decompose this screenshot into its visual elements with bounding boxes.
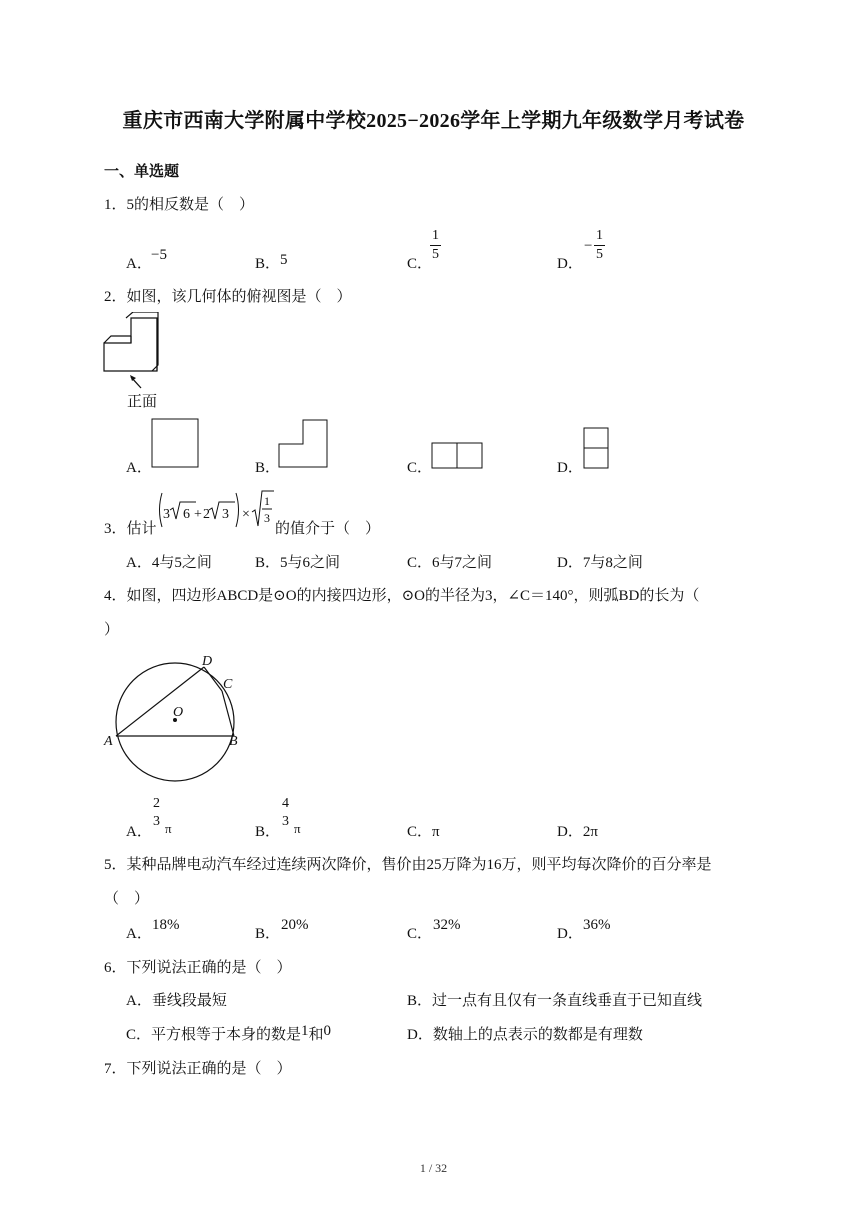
point-c-label: C	[223, 677, 233, 692]
q4-option-b-fraction: 4 3	[282, 796, 289, 829]
page-number: 1 / 32	[419, 1161, 448, 1175]
question-5-line-2: （ ）	[104, 891, 150, 907]
q2-option-d-figure	[583, 427, 611, 471]
q2-option-a-figure	[151, 418, 201, 470]
q5-option-d-value: 36%	[583, 917, 611, 933]
question-3-suffix: 的值介于（ ）	[275, 521, 381, 537]
q5-option-d-label: D．	[557, 926, 583, 942]
q2-option-b-label: B．	[255, 460, 281, 476]
question-4-line-1: 4．如图，四边形ABCD是⊙O的内接四边形，⊙O的半径为3，∠C＝140°，则弧BD的长为（	[104, 588, 700, 604]
svg-text:+: +	[194, 507, 202, 522]
q1-option-b-value: 5	[280, 252, 288, 268]
q6-option-d: D．数轴上的点表示的数都是有理数	[407, 1027, 643, 1043]
q4-option-b-pi: π	[294, 821, 301, 836]
question-4-line-2: ）	[104, 622, 120, 638]
q3-option-b: B．5与6之间	[255, 555, 341, 571]
q5-option-b-value: 20%	[281, 917, 309, 933]
q4-circle-figure	[100, 650, 250, 782]
q3-option-d: D．7与8之间	[557, 555, 643, 571]
q6-option-c: C．平方根等于本身的数是1和0	[126, 1023, 332, 1043]
q1-option-b-label: B．	[255, 256, 281, 272]
q3-expression	[156, 488, 274, 534]
q3-option-a: A．4与5之间	[126, 555, 212, 571]
question-5-line-1: 5．某种品牌电动汽车经过连续两次降价，售价由25万降为16万，则平均每次降价的百分率是	[104, 857, 712, 873]
q5-option-a-label: A．	[126, 926, 152, 942]
q3-option-c: C．6与7之间	[407, 555, 493, 571]
q2-front-label: 正面	[127, 394, 158, 410]
svg-text:3: 3	[163, 507, 170, 522]
page-title: 重庆市西南大学附属中学校2025−2026学年上学期九年级数学月考试卷	[122, 110, 745, 132]
point-a-label: A	[104, 734, 113, 749]
point-d-label: D	[202, 654, 213, 669]
svg-text:×: ×	[242, 507, 250, 522]
question-7-stem: 7．下列说法正确的是（ ）	[104, 1061, 292, 1077]
q1-option-d-fraction: $\frac{1}{5}$	[596, 228, 603, 262]
question-6-stem: 6．下列说法正确的是（ ）	[104, 960, 292, 976]
svg-text:1: 1	[264, 494, 270, 508]
svg-text:2: 2	[203, 507, 210, 522]
question-3-prefix: 3．估计	[104, 521, 157, 537]
q6-option-a: A．垂线段最短	[126, 993, 227, 1009]
q4-option-b-label: B．	[255, 824, 281, 840]
q5-option-a-value: 18%	[152, 917, 180, 933]
q2-option-d-label: D．	[557, 460, 583, 476]
q4-option-a-fraction: 2 3	[153, 796, 160, 829]
q2-option-b-figure	[278, 419, 330, 469]
point-o-label: O	[173, 705, 184, 720]
q5-option-c-value: 32%	[433, 917, 461, 933]
svg-text:3: 3	[264, 511, 270, 525]
section-heading: 一、单选题	[104, 164, 180, 180]
q1-option-d-sign: −	[584, 238, 593, 254]
q6-option-b: B．过一点有且仅有一条直线垂直于已知直线	[407, 993, 703, 1009]
q2-option-a-label: A．	[126, 460, 152, 476]
question-2-stem: 2．如图，该几何体的俯视图是（ ）	[104, 289, 352, 305]
arrow-icon	[128, 374, 144, 390]
q4-option-d: D．2π	[557, 824, 598, 840]
q1-option-a-value: −5	[151, 247, 167, 263]
svg-text:6: 6	[183, 507, 190, 522]
svg-text:3: 3	[222, 507, 229, 522]
question-1-stem: 1．5的相反数是（ ）	[104, 197, 255, 213]
q1-option-c-fraction: $\frac{1}{5}$	[432, 228, 439, 262]
q1-option-c-label: C．	[407, 256, 433, 272]
q4-option-a-pi: π	[165, 821, 172, 836]
q1-option-d-label: D．	[557, 256, 583, 272]
q5-option-c-label: C．	[407, 926, 433, 942]
q4-option-a-label: A．	[126, 824, 152, 840]
q4-option-c: C．π	[407, 824, 440, 840]
q5-option-b-label: B．	[255, 926, 281, 942]
q1-option-a-label: A．	[126, 256, 152, 272]
q2-option-c-figure	[431, 442, 485, 470]
q2-option-c-label: C．	[407, 460, 433, 476]
point-b-label: B	[229, 734, 238, 749]
